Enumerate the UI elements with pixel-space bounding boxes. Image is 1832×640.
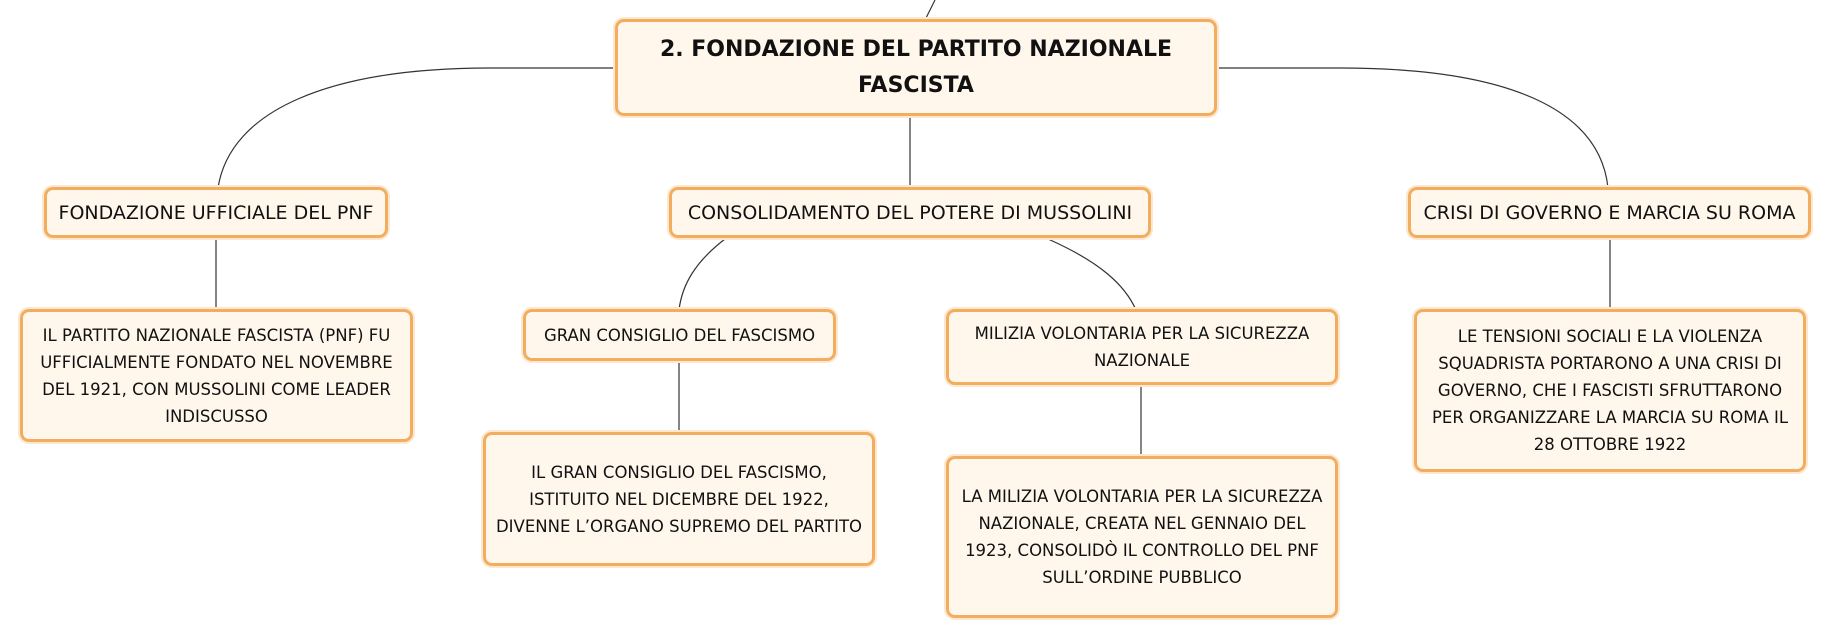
detail-node-fondazione-ufficiale[interactable] <box>20 309 413 442</box>
detail-node-text: IL GRAN CONSIGLIO DEL FASCISMO, ISTITUITO NEL DICEMBRE DEL 1922, DIVENNE L’ORGANO SUPREMO DEL PARTITO <box>495 462 863 536</box>
branch-node-label: CONSOLIDAMENTO DEL POTERE DI MUSSOLINI <box>687 201 1133 224</box>
root-node-label: 2. FONDAZIONE DEL PARTITO NAZIONALE FASCISTA <box>659 36 1173 98</box>
child-node-label: GRAN CONSIGLIO DEL FASCISMO <box>543 325 816 345</box>
branch-node-consolidamento-potere[interactable] <box>669 187 1151 238</box>
connector-consolidamento-to-gran-consiglio <box>679 239 725 310</box>
root-node[interactable] <box>615 19 1217 116</box>
child-node-label: MILIZIA VOLONTARIA PER LA SICUREZZA NAZIONALE <box>974 324 1310 370</box>
connector-consolidamento-to-milizia <box>1048 239 1136 310</box>
branch-node-label: CRISI DI GOVERNO E MARCIA SU ROMA <box>1423 201 1796 224</box>
branch-node-crisi-governo[interactable] <box>1408 187 1811 238</box>
branch-node-fondazione-ufficiale[interactable] <box>44 187 388 238</box>
connector-root-to-crisi <box>1217 68 1608 188</box>
connector-root-top <box>925 0 935 20</box>
detail-node-gran-consiglio[interactable] <box>483 432 875 566</box>
child-node-milizia-volontaria[interactable] <box>946 309 1338 385</box>
detail-node-text: IL PARTITO NAZIONALE FASCISTA (PNF) FU UFFICIALMENTE FONDATO NEL NOVEMBRE DEL 1921, CON MUSSOLINI COME LEADER INDISCUSSO <box>40 325 393 426</box>
detail-node-text: LA MILIZIA VOLONTARIA PER LA SICUREZZA NAZIONALE, CREATA NEL GENNAIO DEL 1923, CONSOLIDÒ IL CONTROLLO DEL PNF SULL’ORDINE PUBBLICO <box>961 487 1323 587</box>
branch-node-label: FONDAZIONE UFFICIALE DEL PNF <box>58 201 374 224</box>
connector-root-to-fondazione <box>218 68 618 188</box>
detail-node-text: LE TENSIONI SOCIALI E LA VIOLENZA SQUADRISTA PORTARONO A UNA CRISI DI GOVERNO, CHE I FASCISTI SFRUTTARONO PER ORGANIZZARE LA MARCIA SU ROMA IL 28 OTTOBRE 1922 <box>1431 327 1789 454</box>
child-node-gran-consiglio[interactable] <box>523 309 836 361</box>
detail-node-milizia-volontaria[interactable] <box>946 456 1338 618</box>
detail-node-crisi-governo[interactable] <box>1414 309 1806 472</box>
